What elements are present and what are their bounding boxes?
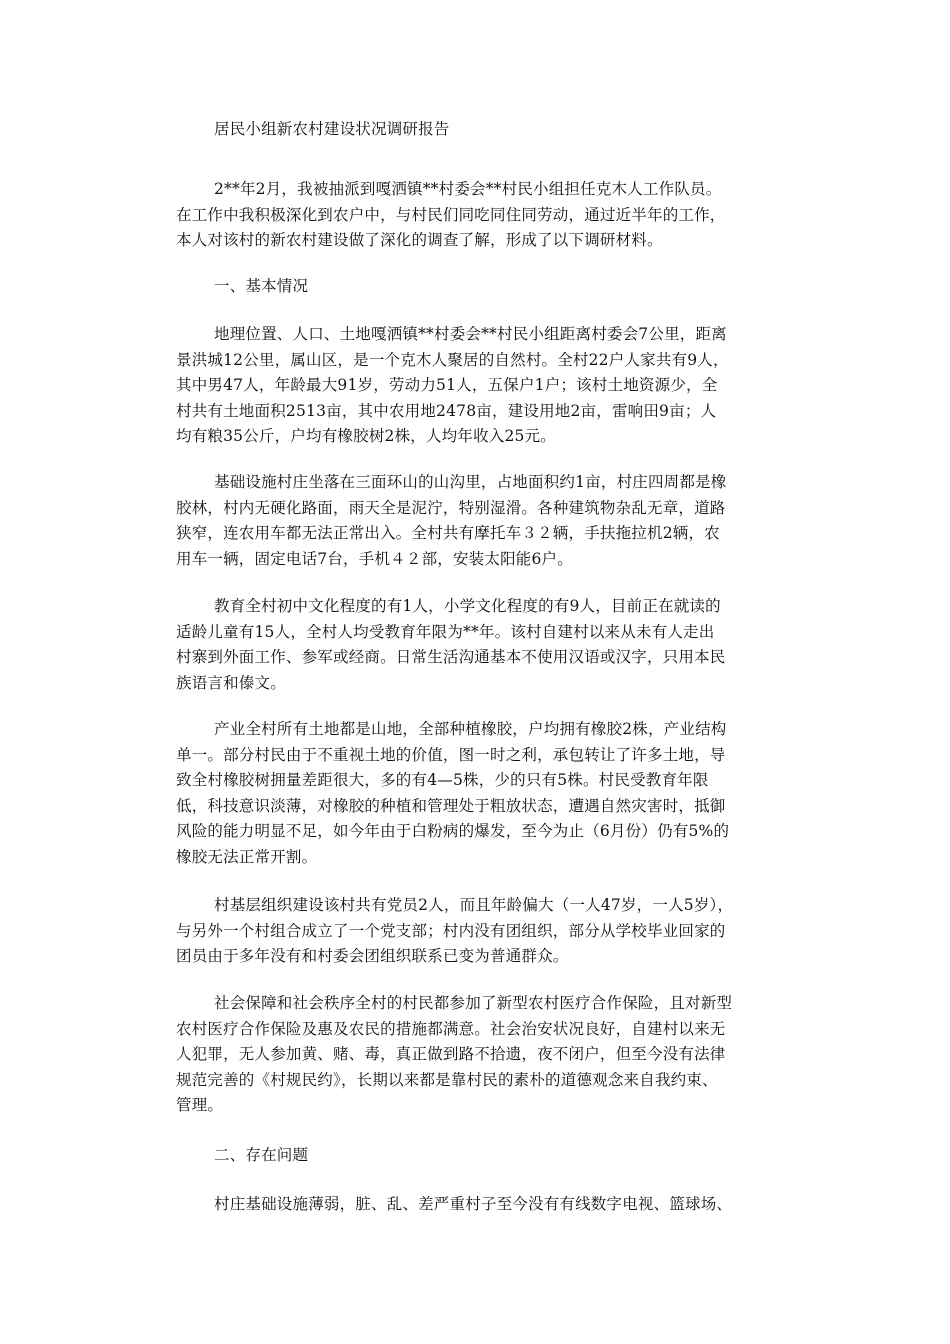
- paragraph-line: 族语言和傣文。: [176, 673, 286, 692]
- paragraph-infrastructure: [176, 470, 776, 572]
- document-title: [176, 117, 776, 143]
- paragraph-line: 2**年2月，我被抽派到嘎洒镇**村委会**村民小组担任克木人工作队员。: [214, 180, 722, 198]
- heading-line: 一、基本情况: [214, 277, 309, 295]
- paragraph-line: 教育全村初中文化程度的有1人，小学文化程度的有9人，目前正在就读的: [214, 597, 721, 615]
- paragraph-line: 产业全村所有土地都是山地，全部种植橡胶，户均拥有橡胶2株，产业结构: [214, 720, 727, 738]
- paragraph-line: 均有粮35公斤，户均有橡胶树2株，人均年收入25元。: [176, 427, 557, 445]
- paragraph-industry: [176, 717, 776, 870]
- paragraph-intro: [176, 177, 776, 254]
- paragraph-line: 景洪城12公里，属山区，是一个克木人聚居的自然村。全村22户人家共有9人，: [176, 350, 729, 369]
- paragraph-line: 本人对该村的新农村建设做了深化的调查了解，形成了以下调研材料。: [176, 231, 663, 249]
- paragraph-line: 人犯罪，无人参加黄、赌、毒，真正做到路不拾遗，夜不闭户，但至今没有法律: [176, 1045, 726, 1063]
- paragraph-line: 狭窄，连农用车都无法正常出入。全村共有摩托车３２辆，手扶拖拉机2辆，农: [176, 524, 720, 542]
- title-line: 居民小组新农村建设状况调研报告: [214, 120, 450, 138]
- paragraph-line: 低，科技意识淡薄，对橡胶的种植和管理处于粗放状态，遭遇自然灾害时，抵御: [176, 796, 726, 815]
- paragraph-line: 风险的能力明显不足，如今年由于白粉病的爆发，至今为止（6月份）仍有5%的: [176, 822, 730, 840]
- paragraph-line: 适龄儿童有15人，全村人均受教育年限为**年。该村自建村以来从未有人走出: [176, 622, 715, 641]
- paragraph-organization: [176, 893, 776, 970]
- heading-line: 二、存在问题: [214, 1146, 309, 1164]
- paragraph-social-security: [176, 991, 776, 1119]
- section-heading-problems: [176, 1143, 776, 1169]
- paragraph-line: 团员由于多年没有和村委会团组织联系已变为普通群众。: [176, 947, 569, 965]
- paragraph-line: 地理位置、人口、土地嘎洒镇**村委会**村民小组距离村委会7公里，距离: [214, 325, 727, 343]
- paragraph-line: 村基层组织建设该村共有党员2人，而且年龄偏大（一人47岁，一人5岁），: [214, 896, 734, 914]
- paragraph-line: 用车一辆，固定电话7台，手机４２部，安装太阳能6户。: [176, 549, 573, 568]
- paragraph-line: 基础设施村庄坐落在三面环山的山沟里，占地面积约1亩，村庄四周都是橡: [214, 473, 727, 491]
- paragraph-line: 社会保障和社会秩序全村的村民都参加了新型农村医疗合作保险，且对新型: [214, 994, 733, 1012]
- paragraph-line: 规范完善的《村规民约》，长期以来都是靠村民的素朴的道德观念来自我约束、: [176, 1070, 718, 1089]
- paragraph-line: 村寨到外面工作、参军或经商。日常生活沟通基本不使用汉语或汉字，只用本民: [176, 648, 726, 666]
- paragraph-line: 管理。: [176, 1096, 224, 1114]
- paragraph-line: 单一。部分村民由于不重视土地的价值，图一时之利，承包转让了许多土地，导: [176, 745, 726, 764]
- paragraph-education: [176, 594, 776, 696]
- paragraph-line: 致全村橡胶树拥量差距很大，多的有4—5株，少的只有5株。村民受教育年限: [176, 771, 709, 789]
- paragraph-problems: [176, 1192, 776, 1218]
- paragraph-line: 村共有土地面积2513亩，其中农用地2478亩，建设用地2亩，雷响田9亩；人: [176, 401, 717, 420]
- paragraph-line: 农村医疗合作保险及惠及农民的措施都满意。社会治安状况良好，自建村以来无: [176, 1019, 726, 1038]
- paragraph-geography: [176, 322, 776, 450]
- paragraph-line: 在工作中我积极深化到农户中，与村民们同吃同住同劳动，通过近半年的工作，: [176, 205, 726, 224]
- paragraph-line: 村庄基础设施薄弱，脏、乱、差严重村子至今没有有线数字电视、篮球场、: [214, 1195, 733, 1213]
- paragraph-line: 其中男47人，年龄最大91岁，劳动力51人，五保户1户；该村土地资源少，全: [176, 376, 718, 394]
- paragraph-line: 与另外一个村组合成立了一个党支部；村内没有团组织，部分从学校毕业回家的: [176, 921, 726, 940]
- section-heading-basic: [176, 274, 776, 300]
- paragraph-line: 橡胶无法正常开割。: [176, 847, 318, 866]
- paragraph-line: 胶林，村内无硬化路面，雨天全是泥泞，特别湿滑。各种建筑物杂乱无章，道路: [176, 498, 726, 517]
